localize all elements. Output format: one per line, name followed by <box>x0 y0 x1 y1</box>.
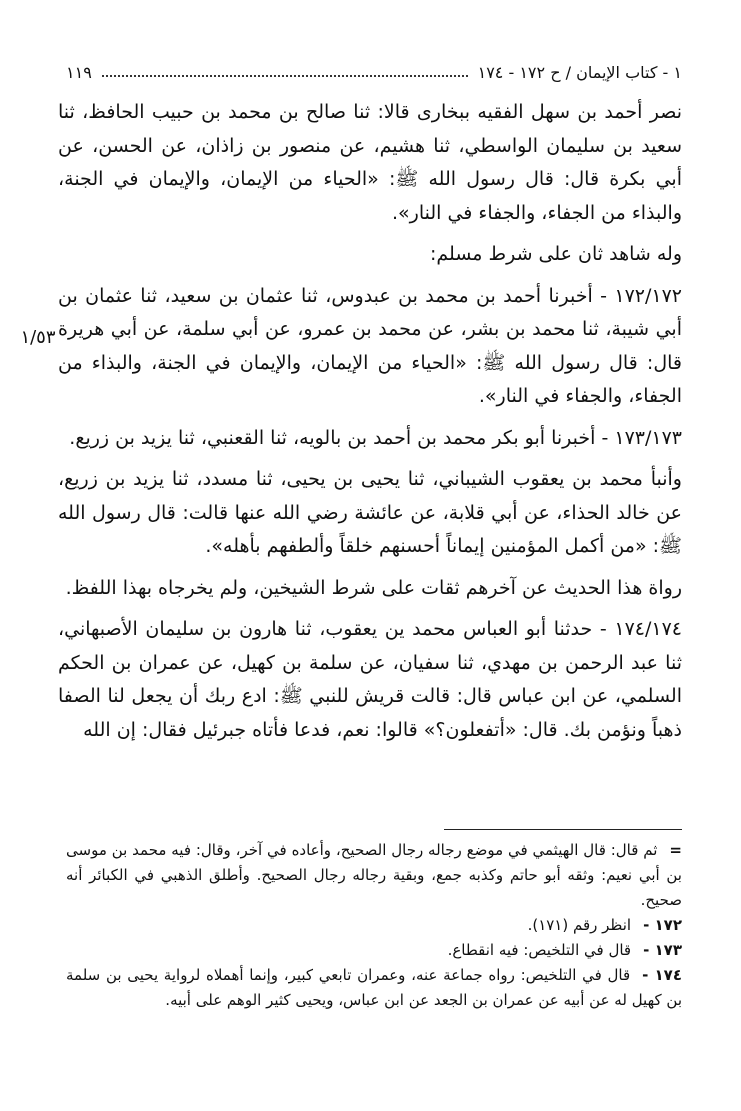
chapter-title: ١ - كتاب الإيمان / ح ١٧٢ - ١٧٤ <box>477 62 682 82</box>
footnote <box>66 938 682 963</box>
footnote <box>66 963 682 1013</box>
running-header <box>66 58 682 86</box>
footnote-text: قال في التلخيص: فيه انقطاع. <box>447 941 632 959</box>
paragraph: وله شاهد ثان على شرط مسلم: <box>430 243 682 265</box>
paragraph: وأنبأ محمد بن يعقوب الشيباني، ثنا يحيى بن يحيى، ثنا مسدد، ثنا يزيد بن زريع، عن خالد الحذاء، عن أبي قلابة، عن عائشة رضي الله عنها قالت: قال رسول الله ﷺ: «من أكمل المؤمنين إيماناً أحسنهم خلقاً وألطفهم بأهله». <box>58 468 682 557</box>
paragraph: رواة هذا الحديث عن آخرهم ثقات على شرط الشيخين، ولم يخرجاه بهذا اللفظ. <box>65 576 682 599</box>
footnote-text: قال في التلخيص: رواه جماعة عنه، وعمران تابعي كبير، وإنما أهملاه لرواية يحيى بن سلمة بن كهيل له عن أبيه عن عمران بن الجعد عن ابن عباس، ويحيى كثير الوهم على أبيه. <box>66 966 682 1009</box>
footnote-separator <box>444 829 682 830</box>
footnote-marker: = <box>669 841 682 859</box>
footnote <box>66 913 682 938</box>
page-number: ١١٩ <box>66 62 92 82</box>
hadith-172: ١٧٢/١٧٢ - أخبرنا أحمد بن محمد بن عبدوس، ثنا عثمان بن سعيد، ثنا عثمان بن أبي شيبة، ثنا محمد بن بشر، عن محمد بن عمرو، عن أبي سلمة، عن أبي هريرة قال: قال رسول الله ﷺ: «الحياء من الإيمان، والإيمان في الجنة، والبذاء من الجفاء، والجفاء في النار». <box>58 284 682 407</box>
hadith-174: ١٧٤/١٧٤ - حدثنا أبو العباس محمد ين يعقوب، ثنا هارون بن سليمان الأصبهاني، ثنا عبد الرحمن بن مهدي، ثنا سفيان، عن سلمة بن كهيل، عن عمران بن الحكم السلمي، عن ابن عباس قال: قالت قريش للنبي ﷺ: ادع ربك أن يجعل لنا الصفا ذهباً ونؤمن بك. قال: «أتفعلون؟» قالوا: نعم، فدعا فأتاه جبرئيل فقال: إن الله <box>58 618 682 741</box>
footnote <box>66 838 682 913</box>
dotted-leader <box>102 75 468 77</box>
margin-volume-page-note: ١/٥٣ <box>20 327 56 348</box>
hadith-173: ١٧٣/١٧٣ - أخبرنا أبو بكر محمد بن أحمد بن بالويه، ثنا القعنبي، ثنا يزيد بن زريع. <box>69 426 682 449</box>
footnote-text: انظر رقم (١٧١). <box>527 916 632 934</box>
footnote-marker: ١٧٣ - <box>643 941 682 959</box>
paragraph: نصر أحمد بن سهل الفقيه ببخارى قالا: ثنا صالح بن محمد بن حبيب الحافظ، ثنا سعيد بن سليمان الواسطي، ثنا هشيم، عن منصور بن زاذان، عن الحسن، عن أبي بكرة قال: قال رسول الله ﷺ: «الحياء من الإيمان، والإيمان في الجنة، والبذاء من الجفاء، والجفاء في النار». <box>58 101 682 224</box>
main-text <box>58 96 682 747</box>
footnote-marker: ١٧٢ - <box>643 916 682 934</box>
footnote-marker: ١٧٤ - <box>642 966 682 984</box>
footnote-text: ثم قال: قال الهيثمي في موضع رجاله رجال الصحيح، وأعاده في آخر، وقال: فيه محمد بن موسى بن أبي نعيم: وثقه أبو حاتم وكذبه جمع، وبقية رجاله رجال الصحيح. وأطلق الذهبي في الكبائر أنه صحيح. <box>66 841 682 909</box>
footnotes <box>66 838 682 1013</box>
